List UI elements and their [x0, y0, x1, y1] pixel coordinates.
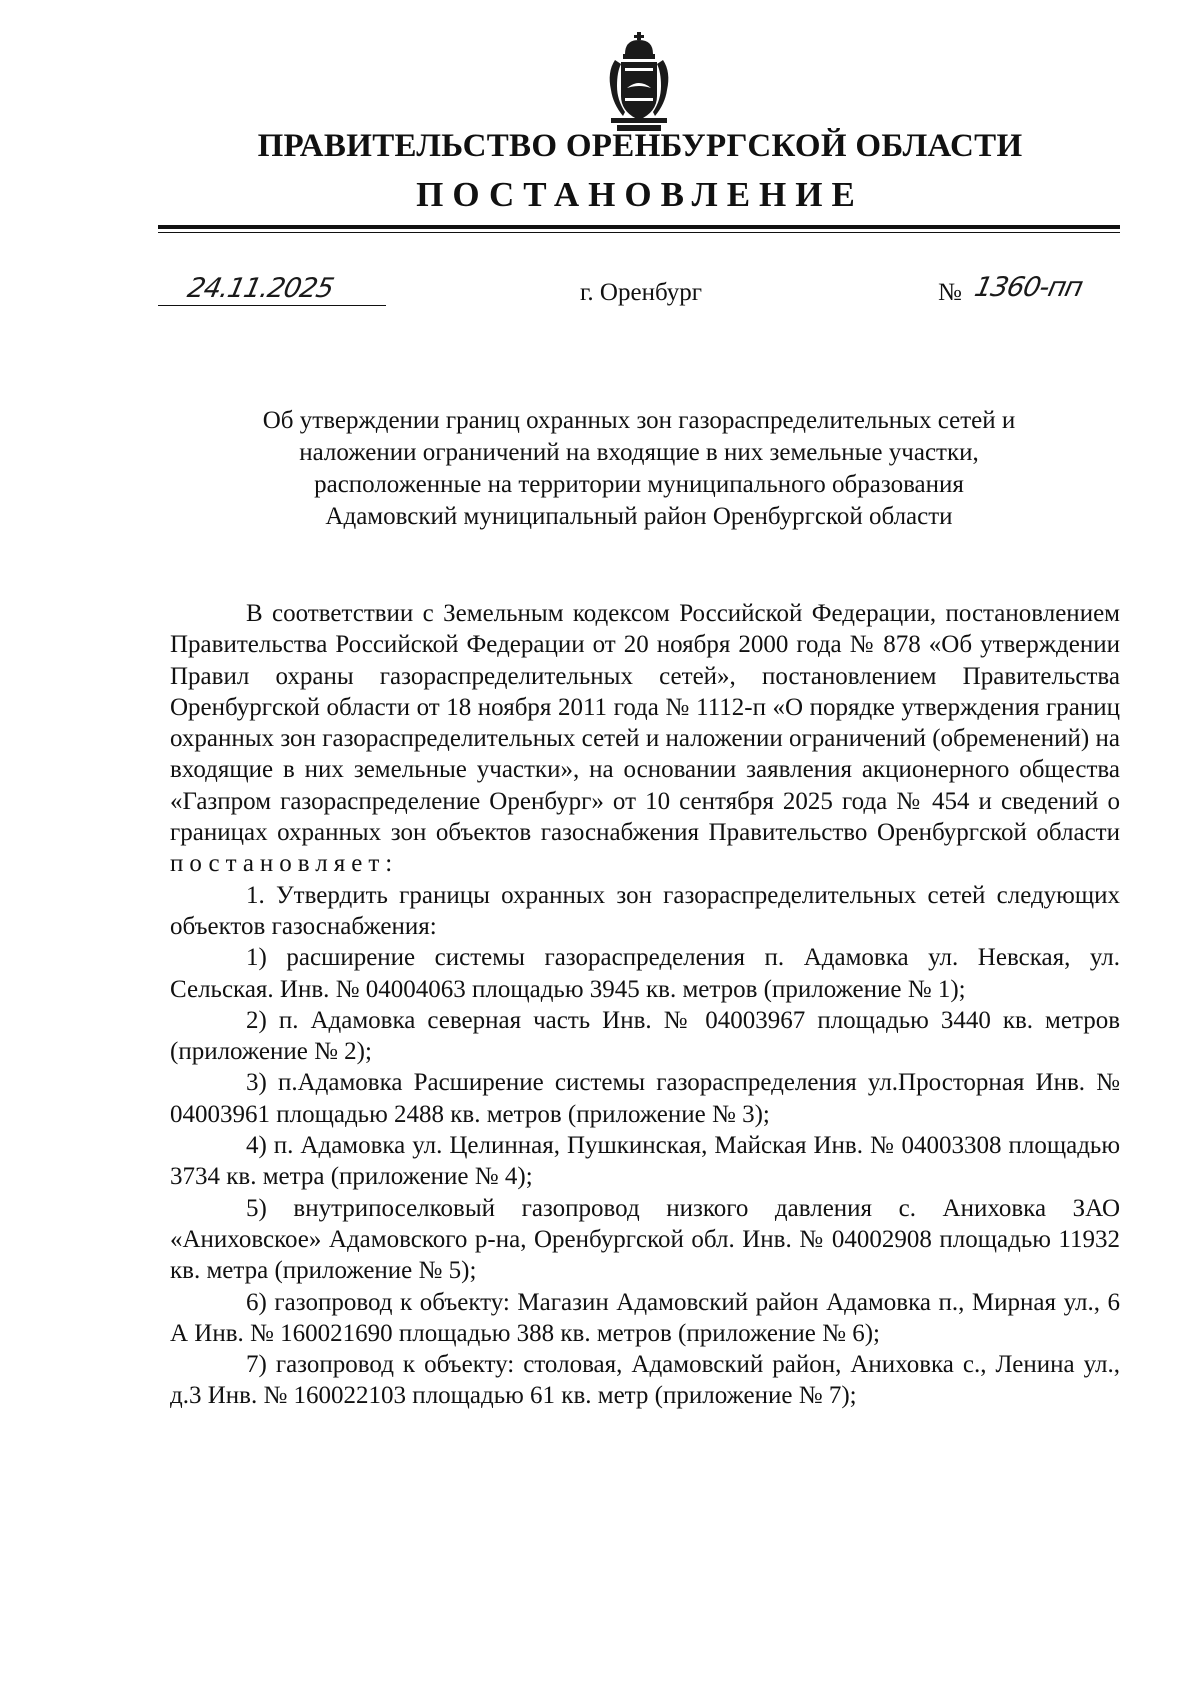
- preamble-text: В соответствии с Земельным кодексом Российской Федерации, постановлением Правительства Российской Федерации от 20 ноября 2000 года № 878 «Об утверждении Правил охраны газораспределительных сетей», постановлением Правительства Оренбургской области от 18 ноября 2011 года № 1112-п «О порядке утверждения границ охранных зон газораспределительных сетей и наложении ограничений (обременений) на входящие в них земельные участки», на основании заявления акционерного общества «Газпром газораспределение Оренбург» от 10 сентября 2025 года № 454 и сведений о границах охранных зон объектов газоснабжения Правительство Оренбургской области: [170, 600, 1120, 847]
- number-sign: №: [938, 279, 962, 306]
- list-item: 2) п. Адамовка северная часть Инв. № 04003967 площадью 3440 кв. метров (приложение № 2);: [170, 1006, 1120, 1066]
- document-body: [170, 598, 1120, 1412]
- document-type-title: ПОСТАНОВЛЕНИЕ: [416, 175, 864, 214]
- header-divider-thin: [158, 232, 1120, 233]
- document-subject: [158, 405, 1120, 533]
- subject-line: расположенные на территории муниципального образования: [314, 471, 964, 498]
- list-item: 7) газопровод к объекту: столовая, Адамовский район, Аниховка с., Ленина ул., д.3 Инв. № 160022103 площадью 61 кв. метр (приложение № 7);: [170, 1351, 1120, 1410]
- subject-line: Об утверждении границ охранных зон газораспределительных сетей и: [262, 407, 1016, 434]
- list-item: 5) внутрипоселковый газопровод низкого давления с. Аниховка ЗАО «Аниховское» Адамовского р-на, Оренбургской обл. Инв. № 04002908 площадью 11932 кв. метра (приложение № 5);: [170, 1194, 1120, 1285]
- government-title: ПРАВИТЕЛЬСТВО ОРЕНБУРГСКОЙ ОБЛАСТИ: [257, 128, 1023, 164]
- subject-line: Адамовский муниципальный район Оренбургской области: [325, 503, 953, 530]
- city-label: г. Оренбург: [580, 279, 702, 306]
- list-item: 6) газопровод к объекту: Магазин Адамовский район Адамовка п., Мирная ул., 6 А Инв. № 160021690 площадью 388 кв. метров (приложение № 6);: [170, 1288, 1120, 1347]
- header-divider-thick: [158, 225, 1120, 229]
- list-item: 4) п. Адамовка ул. Целинная, Пушкинская, Майская Инв. № 04003308 площадью 3734 кв. метра (приложение № 4);: [170, 1132, 1120, 1191]
- list-item: 1) расширение системы газораспределения п. Адамовка ул. Невская, ул. Сельская. Инв. № 04004063 площадью 3945 кв. метров (приложение № 1);: [170, 944, 1120, 1003]
- coat-of-arms-emblem: [601, 32, 677, 136]
- handwritten-document-number: 1360-пп: [971, 272, 1086, 303]
- preamble-paragraph: [170, 598, 1120, 880]
- list-item: 3) п.Адамовка Расширение системы газораспределения ул.Просторная Инв. № 04003961 площадью 2488 кв. метров (приложение № 3);: [170, 1069, 1120, 1128]
- subject-line: наложении ограничений на входящие в них земельные участки,: [299, 439, 979, 466]
- decree-word: постановляет:: [170, 850, 399, 878]
- point-1: 1. Утвердить границы охранных зон газораспределительных сетей следующих объектов газоснабжения:: [170, 881, 1120, 940]
- handwritten-date: 24.11.2025: [184, 273, 336, 304]
- date-underline: [158, 305, 386, 306]
